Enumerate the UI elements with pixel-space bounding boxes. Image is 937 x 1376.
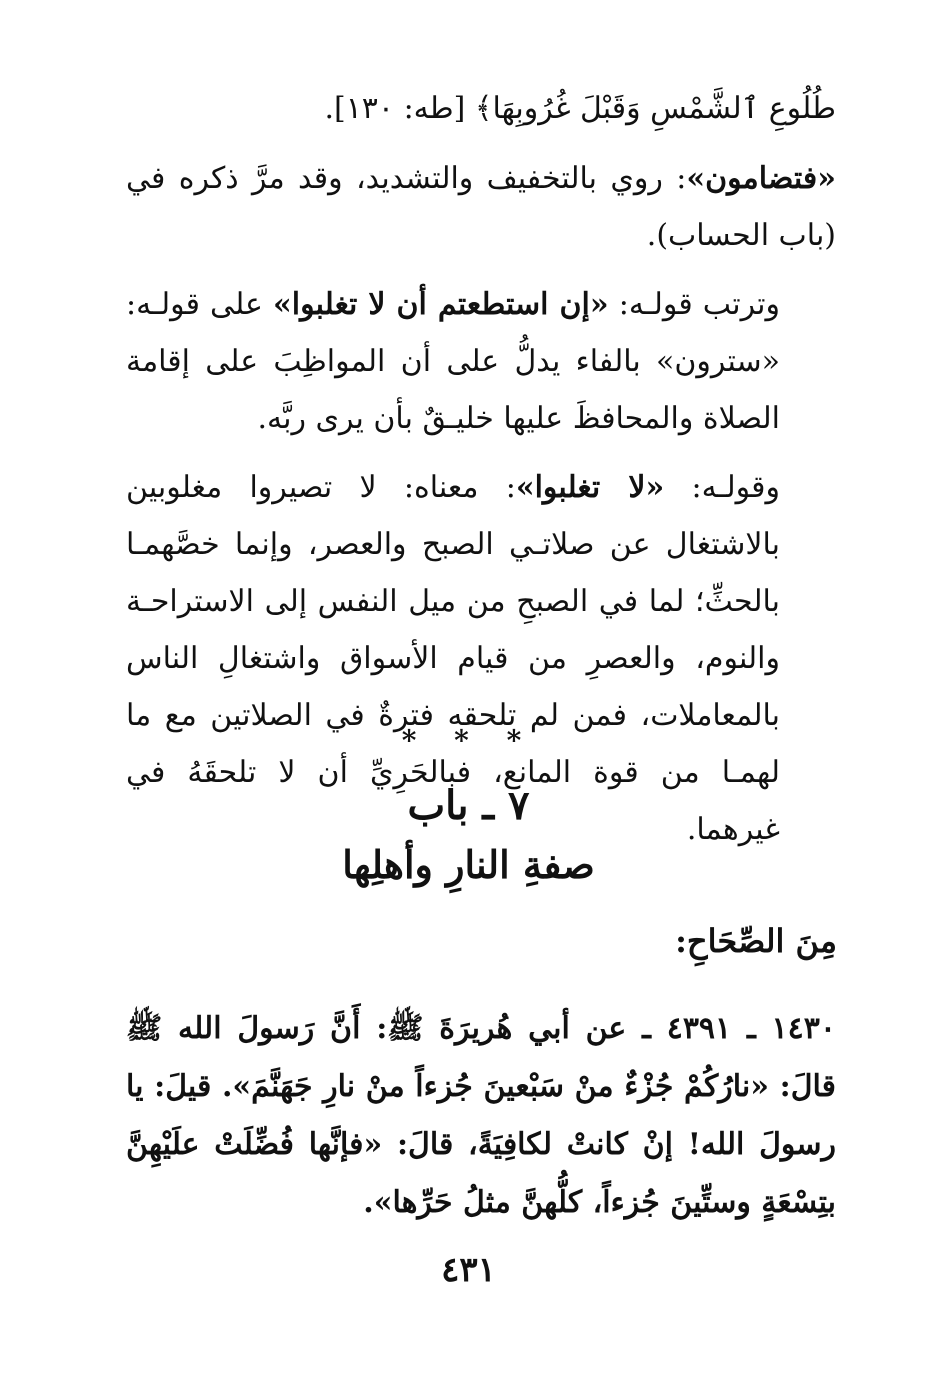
paragraph-3-intro: وقولـه: [664, 470, 780, 505]
paragraph-2 [126, 276, 836, 447]
section-label: مِنَ الصِّحَاحِ: [675, 922, 837, 960]
quran-verse-text: طُلُوعِ ٱلشَّمْسِ وَقَبْلَ غُرُوبِهَا﴾ [طه: ١٣٠]. [324, 91, 836, 126]
paragraph-2-intro: وترتب قولـه: [608, 287, 780, 322]
term-fatadamun: «فتضامون» [686, 161, 836, 196]
term-in-istatatum: «إن استطعتم أن لا تغلبوا» [273, 287, 609, 322]
paragraph-1 [126, 150, 836, 264]
quran-verse-line [126, 80, 836, 137]
paragraph-3-text: : معناه: لا تصيروا مغلوبين بالاشتغال عن صلاتـي الصبح والعصر، وإنما خصَّهمـا بالحثِّ؛ لما في الصبحِ من ميل النفس إلى الاستراحـة والنوم، والعصرِ من قيام الأسواق واشتغالِ الناس بالمعاملات، فمن لم تلحقه فترةٌ في الصلاتين مع ما لهمـا من قوة المانع، فبالحَرِيِّ أن لا تلحقَهُ في غيرهما. [126, 470, 780, 847]
commentary-block [126, 150, 836, 870]
page-number: ٤٣١ [441, 1250, 496, 1290]
hadith-text: ١٤٣٠ ـ ٤٣٩١ ـ عن أبي هُريرَةَ ﷺ: أَنَّ رَسولَ الله ﷺ قالَ: «نارُكُمْ جُزْءٌ منْ سَبْعينَ جُزءاً منْ نارِ جَهَنَّمَ». قيلَ: يا رسولَ الله! إنْ كانتْ لكافِيَةً، قالَ: «فإنَّها فُضِّلَتْ علَيْهِنَّ بتِسْعَةٍ وستِّينَ جُزءاً، كلُّهنَّ مثلُ حَرِّها». [126, 1011, 836, 1220]
section-separator: * * * [401, 724, 536, 757]
chapter-number: ٧ ـ باب [407, 782, 530, 829]
paragraph-2-text: على قولـه: «سترون» بالفاء يدلُّ على أن المواظِبَ على إقامة الصلاة والمحافظَ عليها خليـقٌ بأن يرى ربَّه. [126, 287, 780, 436]
hadith-block [126, 1000, 836, 1232]
chapter-title: صفةِ النارِ وأهلِها [342, 842, 595, 887]
paragraph-1-text: : روي بالتخفيف والتشديد، وقد مرَّ ذكره في (باب الحساب). [126, 161, 836, 253]
term-la-tughlabu: «لا تغلبوا» [515, 470, 665, 505]
